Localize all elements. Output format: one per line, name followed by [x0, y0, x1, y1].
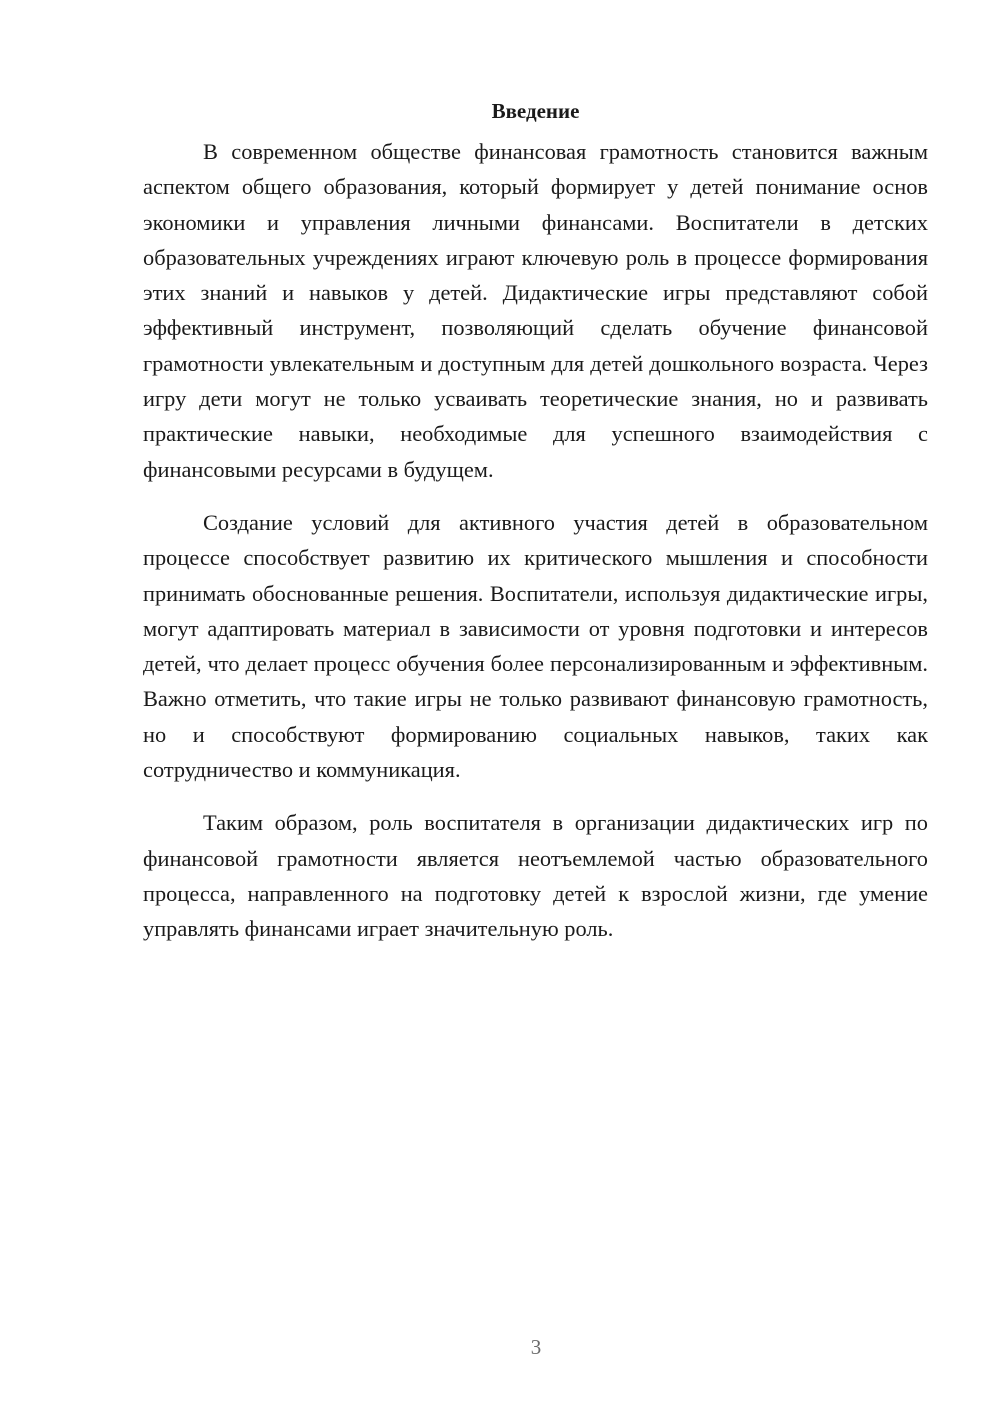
page-content [143, 96, 928, 947]
paragraph-1: В современном обществе финансовая грамотность становится важным аспектом общего образования, который формирует у детей понимание основ экономики и управления личными финансами. Воспитатели в детских образовательных учреждениях играют ключевую роль в процессе формирования этих знаний и навыков у детей. Дидактические игры представляют собой эффективный инструмент, позволяющий сделать обучение финансовой грамотности увлекательным и доступным для детей дошкольного возраста. Через игру дети могут не только усваивать теоретические знания, но и развивать практические навыки, необходимые для успешного взаимодействия с финансовыми ресурсами в будущем. [143, 139, 928, 482]
paragraph-2: Создание условий для активного участия детей в образовательном процессе способствует развитию их критического мышления и способности принимать обоснованные решения. Воспитатели, используя дидактические игры, могут адаптировать материал в зависимости от уровня подготовки и интересов детей, что делает процесс обучения более персонализированным и эффективным. Важно отметить, что такие игры не только развивают финансовую грамотность, но и способствуют формированию социальных навыков, таких как сотрудничество и коммуникация. [143, 509, 928, 783]
paragraph-3: Таким образом, роль воспитателя в организации дидактических игр по финансовой грамотности является неотъемлемой частью образовательного процесса, направленного на подготовку детей к взрослой жизни, где умение управлять финансами играет значительную роль. [143, 810, 928, 942]
section-title: Введение [491, 99, 580, 123]
page-number: 3 [530, 1335, 542, 1359]
